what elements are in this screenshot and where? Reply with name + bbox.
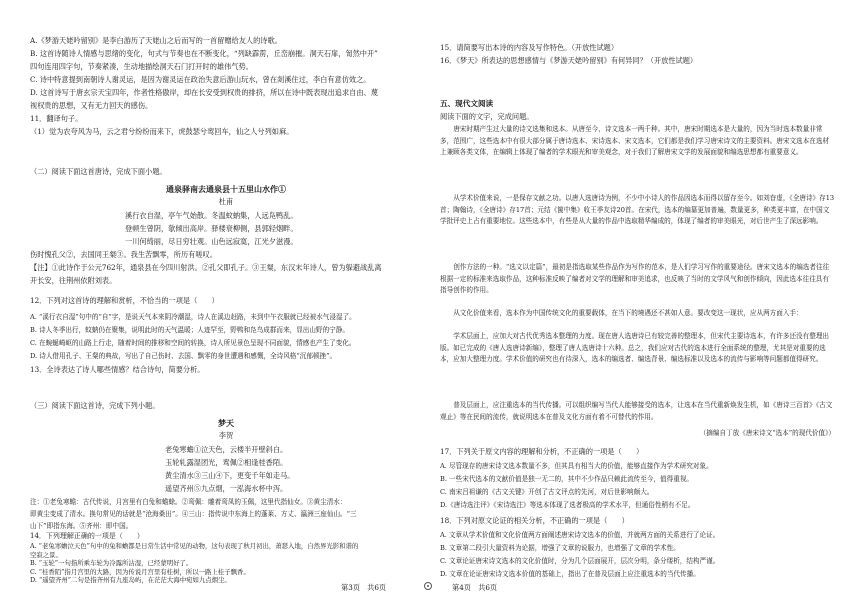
section3-intro: （三）阅读下面这首诗，完成下列小题。: [30, 401, 160, 410]
paragraph: 从文化价值来看，选本作为中国传统文化的重要载体，在当下的境遇还不甚如人意。要改变这一现状，应从两方面入手：: [453, 309, 803, 317]
poem1-line: 伤时愧孔父②，去国同王粲③。我生苦飘零，所历有嗟叹。: [30, 250, 217, 259]
q12-option-d: D. 诗人借用孔子、王粲的典故，写出了自己伤时、去国、飘零的身世遭遇和感慨，全诗风格“沉郁顿挫”。: [30, 352, 337, 360]
q10-option-c: C. 诗中特意提到南朝诗人谢灵运，是因为谢灵运在政治失意后游山玩水，曾在剡溪住过，李白有意仿效之。: [30, 75, 371, 84]
q10-option-d-cont: 视权贵的思想，又有无力回天的感伤。: [30, 101, 153, 110]
q12-option-b: B. 诗人冬季出行，蚊蚋仍在聚集，说明此时的天气温暖；人迹罕至，野鸭和凫鸟成群而来，显出山野的宁静。: [30, 326, 349, 334]
q17-option-d: D.《唐诗选注评》《宋诗选注》等选本体现了选者极高的学术水平，但通俗性稍有不足。: [440, 501, 695, 509]
q17-option-c: C. 南宋吕祖谦的《古文关键》开创了古文评点的先河，对后世影响颇大。: [440, 488, 654, 496]
q10-option-a: A.《梦游天姥吟留别》是李白游历了天姥山之后而写的一首留赠给友人的诗歌。: [30, 36, 282, 45]
poem1-line: 一川何绮丽，尽日穷壮观。山色远寂寞，江光夕滋漫。: [125, 237, 298, 246]
q14-option-c: C. “桂香陌”指月宫里的大路，因为传说月宫里有桂树，所以一路上桂子飘香。: [30, 567, 250, 576]
source-citation: （摘编自丁放《唐宋诗文“选本”的现代价值》）: [699, 429, 835, 437]
q14-question: 14．下列理解正确的一项是（ ）: [30, 532, 144, 540]
q10-option-b-cont: 四句连用四字句，节奏紧凑，生动地描绘洞天石门打开时的雄伟气势。: [30, 62, 253, 71]
section-title: 五、现代文阅读: [440, 99, 494, 108]
q14-option-b-visible: B. “玉轮”一句指所乘车轮为冷露所沾湿，已经蒙明好了。: [30, 559, 193, 568]
q18-option-a: A. 文章从学术价值和文化价值两方面阐述唐宋诗文选本的价值，并就两方面的关系进行了论证。: [440, 531, 720, 539]
paragraph: 普及层面上，应注重选本的当代传播。可以组织编写当代人能够接受的选本，让选本在当代重新焕发生机，如《唐诗三百首》《古文观止》等在民间的流传，就说明选本在普及文化方面有着不可替代的作用。: [440, 401, 833, 421]
q16-question: 16．《梦天》所表达的思想感情与《梦游天姥吟留别》有何异同？（开放性试题）: [440, 56, 698, 65]
poem2-note: 注：①老兔寒蟾：古代传说，月宫里有白兔和蟾蜍。②鸾佩：雕着鸾凤的玉佩，这里代指仙女。③黄尘清水：: [30, 498, 347, 506]
q11-heading: 11．翻译句子。: [30, 114, 83, 123]
poem2-author: 李贺: [218, 431, 234, 440]
poem1-title: 通泉驿南去通泉县十五里山水作①: [166, 184, 286, 194]
poem1-note-cont: 开长安，往荆州依附刘表。: [30, 276, 117, 285]
poem2-note-cont: 即黄尘变成了清水。换句常见的话就是“沧海桑田”。④三山：指传说中东海上的蓬莱、方丈、瀛洲三座仙山。“三: [30, 510, 357, 518]
poem2-line: 遥望齐州⑤九点烟，一泓海水杯中泻。: [165, 484, 288, 493]
right-page-footer: 第4页 共6页: [452, 583, 498, 592]
q14-option-a-cont: 空寂之景。: [30, 550, 62, 559]
q11-sentence-1: （1）觉为农夸风为马，云之君兮纷纷而来下，虎鼓瑟兮鸾回车，仙之人兮列如麻。: [30, 127, 294, 136]
q12-question: 12．下列对这首诗的理解和赏析，不恰当的一项是（ ）: [30, 296, 219, 305]
paragraph: 学术层面上，应加大对古代优秀选本整理的力度。现在唐人选唐诗已有较完善的整理本，但宋代主要诗选本，有许多还没有整理出版。如已完成的《唐人选唐诗新编》，整理了唐人选唐诗十六种。总之，我们应对古代的选本进行全面系统的整理，尤其是对重要的选本，应加大整理力度。学术价值的研究也有待深入，选本的编选者、编选背景、编选标准以及选本的流传与影响等问题都值得研究。: [440, 332, 830, 363]
q15-question: 15．请简要写出本诗的内容及写作特色。（开放性试题）: [440, 43, 619, 52]
poem1-line: 登顿生曾阴，欹倾出高岸。驿楼衰柳侧，县郭轻烟畔。: [125, 224, 298, 233]
poem1-author: 杜甫: [218, 197, 234, 206]
q18-option-d: D. 文章在论证唐宋诗文选本价值的基础上，指出了在普及层面上应注重选本的当代传播。: [440, 570, 700, 578]
paragraph: 唐宋时期产生过大量的诗文选集和选本。从唐至今，诗文选本一两千种。其中，唐宋时期选本是大量的，因为当时选本数量非常多，范围广，这些选本中有很大部分属于唐诗选本、宋诗选本、宋文选本，它们都是我们学习唐宋诗文的主要资料。唐宋文选本在选材上兼顾各类文体，在编辑上体现了编者的学术眼光和审美观念，对于我们了解唐宋文学的发展面貌和编选思想都有重要意义。: [440, 125, 830, 156]
poem1-line: 溪行衣自湿，亭午气始散。冬温蚊蚋集，人远凫鸭乱。: [125, 211, 298, 220]
q10-option-d: D. 这首诗写于唐玄宗天宝四年，作者性格傲岸，却在长安受到权贵的排挤，所以在诗中既表现出追求自由、蔑: [30, 88, 378, 97]
q18-question: 18．下列对原文论证的相关分析，不正确的一项是（ ）: [440, 516, 629, 525]
q12-option-c: C. 在蜿蜒崎岖的山路上行走，随着时间的推移和空间的转换，诗人所见景色呈现不同面貌，情感也产生了变化。: [30, 339, 356, 347]
poem2-line: 老兔寒蟾①泣天色，云楼半开壁斜白。: [165, 445, 288, 454]
q18-option-b: B. 文章第二段引大量资料为论据，增强了文章的说服力，也增强了文章的学术性。: [440, 544, 680, 552]
section2-intro: （二）阅读下面这首唐诗，完成下面小题。: [30, 167, 167, 176]
q14-option-a: A. “老兔寒蟾泣天色”句中的兔和蟾都是日常生活中常见的动物，这句表现了秋月初出，萧瑟入地，自然界光影和谐的: [30, 542, 359, 550]
section-intro: 阅读下面的文字，完成问题。: [440, 112, 534, 121]
q13-question: 13．全诗表达了诗人哪些情感？结合诗句，简要分析。: [30, 365, 205, 374]
q17-option-a: A. 尽管现存的唐宋诗文选本数量不多，但其具有相当大的价值，能够直接作为学术研究对象。: [440, 462, 713, 470]
q14-option-d: D. “遥望齐州”二句是指齐州有九座岛屿，在茫茫大海中宛如九点烟尘。: [30, 576, 231, 585]
poem1-note: 【注】①此诗作于公元762年，通泉县在今四川射洪。②孔父即孔子。③王粲，东汉末年诗人，曾为躲避战乱离: [30, 263, 382, 272]
q18-option-c: C. 文章论证唐宋诗文选本的文化价值时，分为几个层面展开，层次分明，条分缕析，结构严谨。: [440, 557, 720, 565]
page-divider-icon: [424, 582, 432, 590]
poem2-note-cont: 山下”即指东海。⑤齐州：即中国。: [30, 522, 133, 530]
q12-option-a: A. “溪行衣自湿”句中的“自”字，是说天气本来阴冷潮湿，诗人在溪边赶路，未到中午衣服就已经被水气浸湿了。: [30, 313, 356, 321]
paragraph: 从学术价值来说，一是保存文献之功。以唐人选唐诗为例，不少中小诗人的作品因选本而得以留存至今。如刘昚虚，《全唐诗》存13首；陶翰诗，《全唐诗》存17首；元结《箧中集》收王季友诗20首。在宋代，选本的编纂更加普遍，数量更多，种类更丰富，在中国文学批评史上占有重要地位。这些选本中，有些是从大量的作品中选取精华编成的，体现了编者的审美眼光，对后世产生了深远影响。: [440, 194, 835, 225]
paragraph: 创作方法的一种。“选文以定篇”，最初是指选取某些作品作为写作的范本，是人们学习写作的重要途径。唐宋文选本的编选者往往根据一定的标准来选取作品，这种标准反映了编者对文学的理解和审美追求，也反映了当时的文学风气和创作倾向，因此选本往往具有指导创作的作用。: [440, 263, 830, 294]
poem2-line: 黄尘清水③三山④下，更变千年如走马。: [165, 471, 295, 480]
poem2-title: 梦天: [218, 418, 234, 428]
q10-option-b: B. 这首诗随诗人情感与思绪的变化，句式与节奏也在不断变化，“列缺霹雳，丘峦崩摧。洞天石扉，訇然中开”: [30, 49, 378, 58]
q17-question: 17．下列关于原文内容的理解和分析，不正确的一项是（ ）: [440, 447, 644, 456]
left-page-footer: 第3页 共6页: [341, 583, 387, 592]
poem2-line: 玉轮轧露湿团光，鸾佩②相逢桂香陌。: [165, 458, 288, 467]
q17-option-b: B. 一些宋代选本的文献价值是独一无二的，其中不少作品只赖此流传至今，值得重视。: [440, 475, 694, 483]
